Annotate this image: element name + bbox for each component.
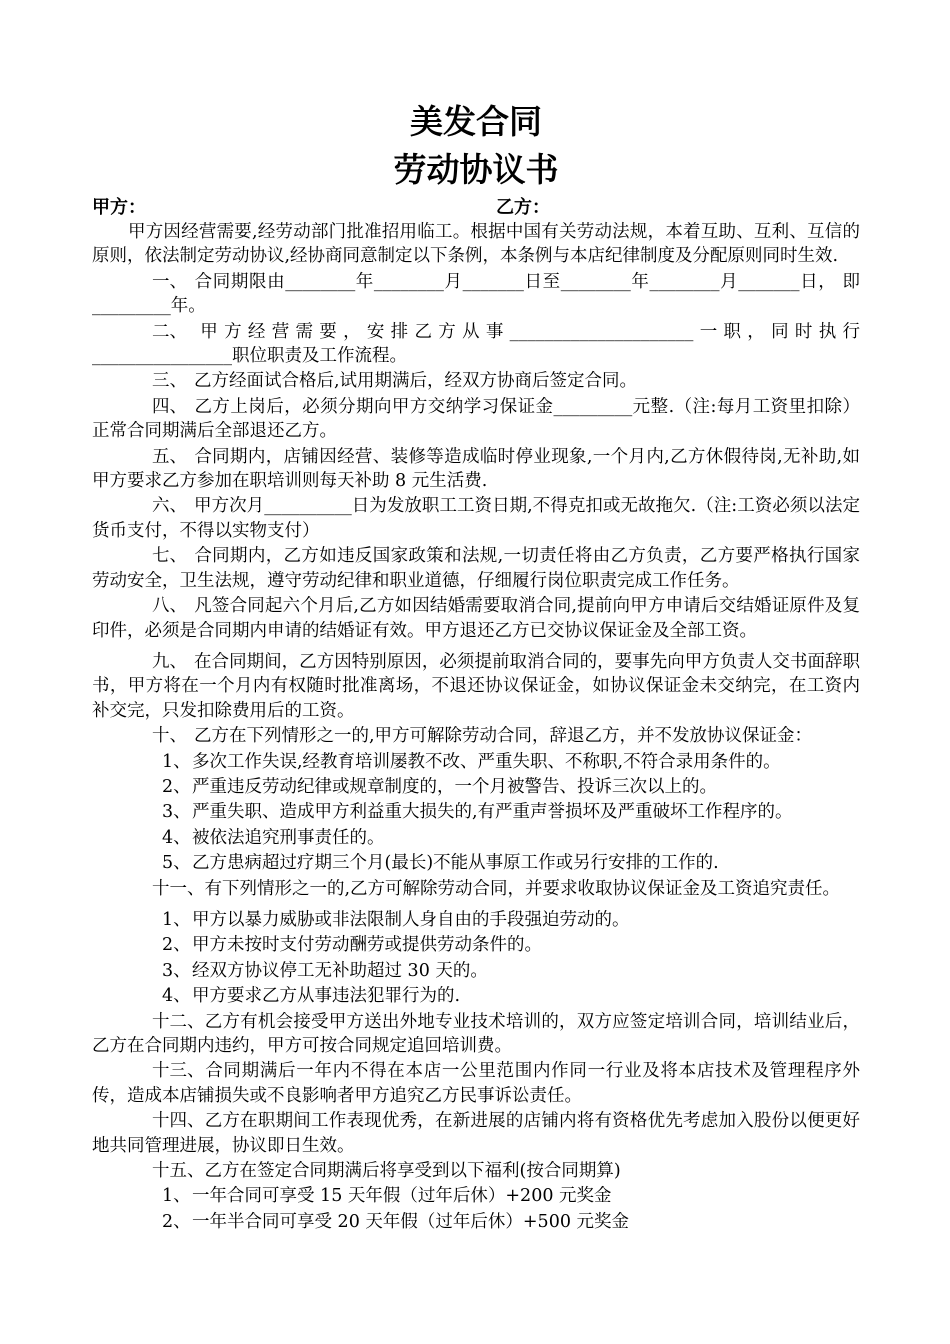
clause-text: 乙方经面试合格后,试用期满后，经双方协商后签定合同。 — [194, 371, 638, 392]
clause-4 — [92, 395, 860, 444]
clause-6 — [92, 494, 860, 543]
clause-text: 乙方在职期间工作表现优秀，在新进展的店铺内将有资格优先考虑加入股份以便更好地共同管理进展，协议即日生效。 — [92, 1111, 860, 1156]
clause-text: 甲方经营需要，安排乙方从事_____________________一职，同时执行________________职位职责及工作流程。 — [92, 321, 860, 367]
clause-8 — [92, 594, 860, 643]
list-item: 4、被依法追究刑事责任的。 — [162, 827, 385, 848]
clause-2 — [92, 320, 860, 369]
list-item: 3、经双方协议停工无补助超过 30 天的。 — [162, 960, 488, 981]
clause-number: 八、 — [152, 596, 187, 617]
clause-number: 十一、 — [152, 878, 205, 899]
clause-13 — [92, 1059, 860, 1108]
list-item: 1、多次工作失误,经教育培训屡教不改、严重失职、不称职,不符合录用条件的。 — [162, 751, 781, 772]
clause-number: 四、 — [152, 396, 187, 417]
clause-14 — [92, 1109, 860, 1158]
clause-text: 乙方在签定合同期满后将享受到以下福利(按合同期算) — [204, 1161, 621, 1182]
clause-text: 甲方次月__________日为发放职工工资日期,不得克扣或无故拖欠.（注:工资必须以法定货币支付，不得以实物支付） — [92, 496, 860, 541]
clause-number: 六、 — [152, 496, 187, 517]
list-item: 2、甲方未按时支付劳动酬劳或提供劳动条件的。 — [162, 935, 542, 956]
list-item: 2、严重违反劳动纪律或规章制度的，一个月被警告、投诉三次以上的。 — [162, 776, 717, 797]
document-title: 美发合同 — [410, 102, 542, 141]
list-item: 1、一年合同可享受 15 天年假（过年后休）+200 元奖金 — [162, 1186, 612, 1207]
clause-number: 十三、 — [152, 1061, 205, 1082]
clause-15 — [92, 1159, 860, 1183]
clause-number: 三、 — [152, 371, 187, 392]
list-item: 3、严重失职、造成甲方利益重大损失的,有严重声誉损坏及严重破坏工作程序的。 — [162, 802, 793, 823]
clause-number: 二、 — [152, 321, 187, 342]
clause-text: 合同期内，乙方如违反国家政策和法规,一切责任将由乙方负责，乙方要严格执行国家劳动安全，卫生法规，遵守劳动纪律和职业道德，仔细履行岗位职责完成工作任务。 — [92, 546, 860, 591]
clause-10 — [92, 724, 860, 748]
clause-5 — [92, 445, 860, 494]
clause-number: 十二、 — [152, 1011, 205, 1032]
clause-number: 五、 — [152, 446, 187, 467]
clause-text: 乙方上岗后，必须分期向甲方交纳学习保证金_________元整.（注:每月工资里扣除）正常合同期满后全部退还乙方。 — [92, 396, 860, 442]
list-item: 4、甲方要求乙方从事违法犯罪行为的. — [162, 986, 461, 1007]
clause-text: 有下列情形之一的,乙方可解除劳动合同，并要求收取协议保证金及工资追究责任。 — [204, 878, 841, 899]
clause-1 — [92, 270, 860, 319]
parties-line — [92, 196, 860, 220]
document-subtitle: 劳动协议书 — [393, 150, 559, 189]
intro-paragraph: 甲方因经营需要,经劳动部门批准招用临工。根据中国有关劳动法规，本着互助、互利、互信的原则，依法制定劳动协议,经协商同意制定以下条例，本条例与本店纪律制度及分配原则同时生效. — [92, 222, 860, 267]
clause-7 — [92, 544, 860, 593]
party-b-label: 乙方： — [496, 197, 550, 218]
clause-text: 合同期满后一年内不得在本店一公里范围内作同一行业及将本店技术及管理程序外传，造成本店铺损失或不良影响者甲方追究乙方民事诉讼责任。 — [92, 1061, 860, 1106]
clause-text: 合同期内，店铺因经营、装修等造成临时停业现象,一个月内,乙方休假待岗,无补助,如甲方要求乙方参加在职培训则每天补助 8 元生活费. — [92, 446, 860, 492]
clause-12 — [92, 1010, 860, 1059]
clause-number: 一、 — [152, 271, 187, 292]
clause-text: 合同期限由________年________月_______日至________年________月_______日， 即_________年。 — [92, 271, 860, 317]
clause-9 — [92, 650, 860, 723]
list-item: 2、一年半合同可享受 20 天年假（过年后休）+500 元奖金 — [162, 1211, 630, 1232]
clause-text: 乙方有机会接受甲方送出外地专业技术培训的，双方应签定培训合同，培训结业后，乙方在合同期内违约，甲方可按合同规定追回培训费。 — [92, 1011, 860, 1056]
party-a-label: 甲方： — [92, 197, 146, 218]
clause-text: 在合同期间，乙方因特别原因，必须提前取消合同的，要事先向甲方负责人交书面辞职书，甲方将在一个月内有权随时批准离场，不退还协议保证金，如协议保证金未交纳完，在工资内补交完，只发扣除费用后的工资。 — [92, 651, 860, 721]
clause-text: 乙方在下列情形之一的,甲方可解除劳动合同，辞退乙方，并不发放协议保证金： — [194, 726, 813, 747]
clause-number: 九、 — [152, 651, 187, 672]
list-item: 1、甲方以暴力威胁或非法限制人身自由的手段强迫劳动的。 — [162, 909, 630, 930]
clause-number: 七、 — [152, 546, 187, 567]
clause-3 — [92, 369, 860, 393]
clause-number: 十、 — [152, 726, 187, 747]
clause-number: 十四、 — [152, 1111, 205, 1132]
clause-number: 十五、 — [152, 1161, 205, 1182]
list-item: 5、乙方患病超过疗期三个月(最长)不能从事原工作或另行安排的工作的. — [162, 853, 719, 874]
clause-11 — [92, 877, 860, 901]
clause-text: 凡签合同起六个月后,乙方如因结婚需要取消合同,提前向甲方申请后交结婚证原件及复印件，必须是合同期内申请的结婚证有效。甲方退还乙方已交协议保证金及全部工资。 — [92, 596, 860, 641]
